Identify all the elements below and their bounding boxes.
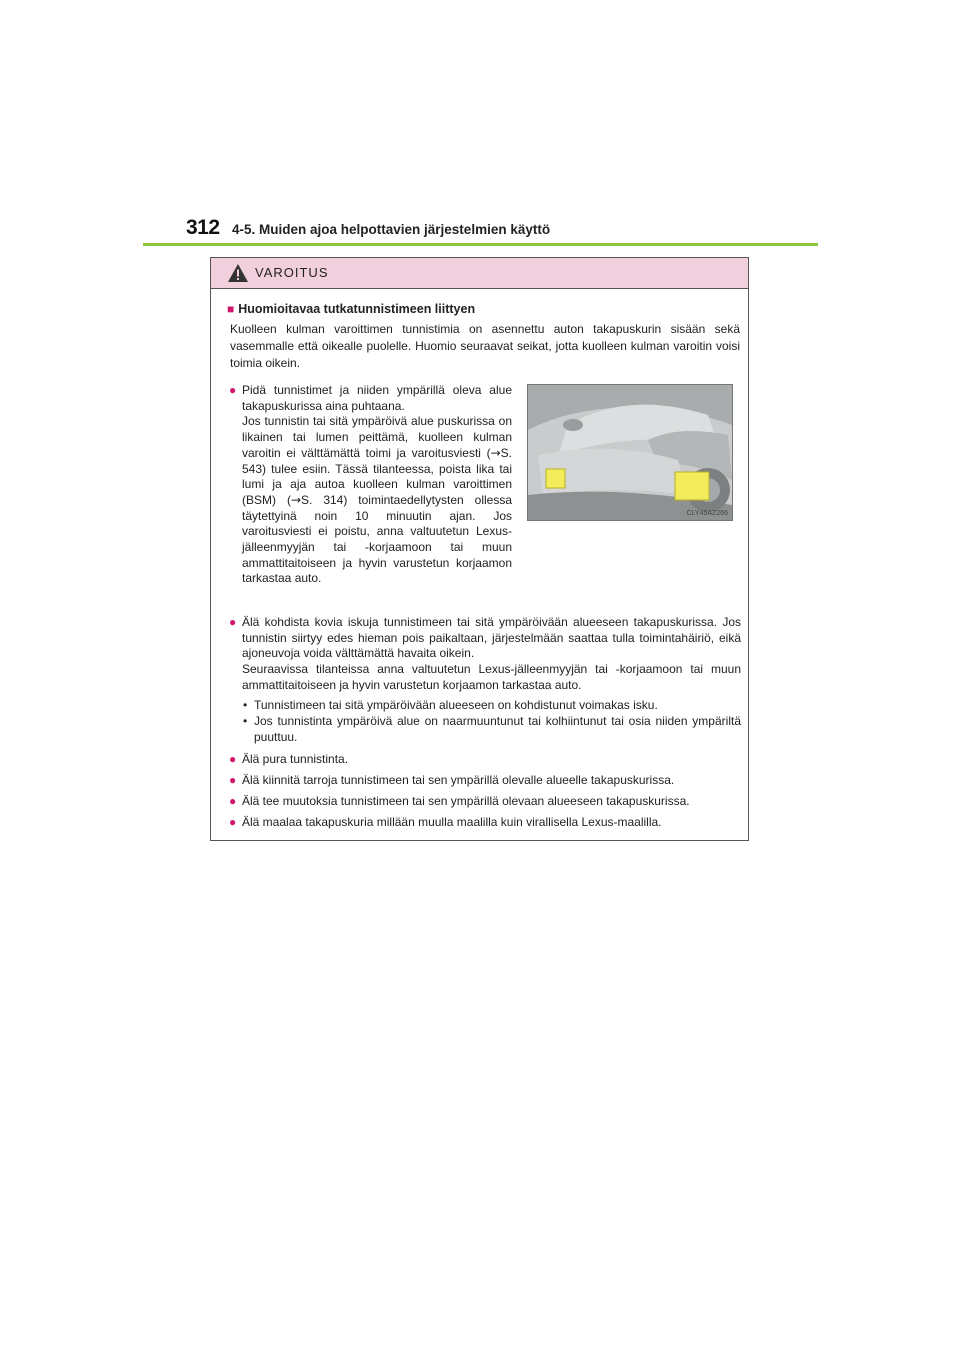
bullet-dot-icon: ●: [229, 815, 237, 829]
bullet-no-impacts-text2: Seuraavissa tilanteissa anna valtuutetun Lexus-jälleenmyyjän tai -korjaamoon tai muun ammattitaitoiseen ja hyvin varustetun korjaamon tarkastaa auto.: [242, 662, 741, 692]
page-reference-543[interactable]: S. 543: [242, 445, 512, 476]
bullet-keep-clean-part2: ) tulee esiin. Tässä tilanteessa, poista lika tai lumi ja aja autoa kuolleen kulman varoittimen (BSM) (: [242, 461, 512, 507]
sub-item-scratched: [242, 714, 741, 745]
car-rear-drawing: [528, 385, 732, 520]
rear-bumper-sensor-illustration: [527, 384, 733, 521]
illustration-code: CLY45AZ266: [686, 510, 728, 517]
bullet-keep-clean-body: [242, 414, 512, 587]
bullet-no-disassemble: [229, 752, 741, 768]
bullet-no-impacts-text1: Älä kohdista kovia iskuja tunnistimeen tai sitä ympäröivään alueeseen takapuskurissa. Jos tunnistin siirtyy edes hieman pois paikaltaan, järjestelmään saattaa tulla toimintahäiriö, eikä ajoneuvoja voida välttämättä havaita oikein.: [242, 615, 741, 661]
bullet-keep-clean-line1: Pidä tunnistimet ja niiden ympärillä oleva alue takapuskurissa aina puhtaana.: [242, 383, 512, 413]
bullet-dot-icon: ●: [229, 752, 237, 766]
bullet-dot-icon: ●: [229, 794, 237, 808]
arrow-right-icon: →: [290, 492, 302, 507]
warning-content: [211, 289, 748, 840]
sub-bullet-icon: •: [243, 714, 248, 729]
warning-label: VAROITUS: [255, 265, 329, 280]
bullet-no-impacts: [229, 615, 741, 746]
sub-bullet-icon: •: [243, 697, 248, 712]
sub-item-scratched-text: Jos tunnistinta ympäröivä alue on naarmuuntunut tai kolhiintunut tai osia niiden ympäriltä puuttuu.: [254, 714, 741, 744]
bullet-no-stickers-text: Älä kiinnitä tarroja tunnistimeen tai sen ympärillä olevalle alueelle takapuskurissa.: [242, 773, 675, 787]
bullet-paint-text: Älä maalaa takapuskuria millään muulla maalilla kuin virallisella Lexus-maalilla.: [242, 815, 662, 829]
page-number: 312: [186, 216, 220, 239]
bullet-dot-icon: ●: [229, 383, 237, 397]
warning-intro: Kuolleen kulman varoittimen tunnistimia on asennettu auton takapuskurin sisään sekä vasemmalle että oikealle puolelle. Huomio seuraavat seikat, jotta kuolleen kulman varoitin voisi toimia oikein.: [230, 322, 740, 370]
bullet-no-modifications: [229, 794, 741, 810]
bullet-paint: [229, 815, 741, 831]
bullet-no-disassemble-text: Älä pura tunnistinta.: [242, 752, 349, 766]
bullet-dot-icon: ●: [229, 615, 237, 629]
warning-header: [211, 258, 748, 289]
sub-item-strong-impact-text: Tunnistimeen tai sitä ympäröivään alueeseen on kohdistunut voimakas isku.: [254, 697, 658, 712]
header-rule: [143, 243, 818, 246]
bullet-no-stickers: [229, 773, 741, 789]
bullet-keep-clean-part1: Jos tunnistin tai sitä ympäröivä alue puskurissa on likainen tai lumen peittämä, kuolleen kulman varoitin ei välttämättä toimi ja varoitusviesti (: [242, 414, 512, 460]
arrow-right-icon: →: [490, 445, 501, 460]
section-title: 4-5. Muiden ajoa helpottavien järjestelmien käyttö: [232, 222, 551, 237]
bullet-keep-clean: [229, 383, 512, 587]
warning-box: [210, 257, 749, 841]
bullet-keep-clean-part3: ) toimintaedellytysten ollessa täytettyinä noin 10 minuutin ajan. Jos varoitusviesti ei poistu, anna valtuutetun Lexus-jälleenmyyjän tai -korjaamoon tai muun ammattitaitoiseen ja hyvin varustetun korjaamon tarkastaa auto.: [242, 492, 512, 586]
square-bullet-icon: ■: [227, 302, 235, 316]
bullet-dot-icon: ●: [229, 773, 237, 787]
warning-topic-text: Huomioitavaa tutkatunnistimeen liittyen: [238, 302, 476, 316]
page-reference-314[interactable]: S. 314: [301, 492, 344, 507]
warning-triangle-icon: [227, 263, 249, 283]
warning-topic: [227, 302, 475, 316]
bullet-no-modifications-text: Älä tee muutoksia tunnistimeen tai sen ympärillä olevaan alueeseen takapuskurissa.: [242, 794, 690, 808]
sub-item-strong-impact: [242, 698, 741, 714]
